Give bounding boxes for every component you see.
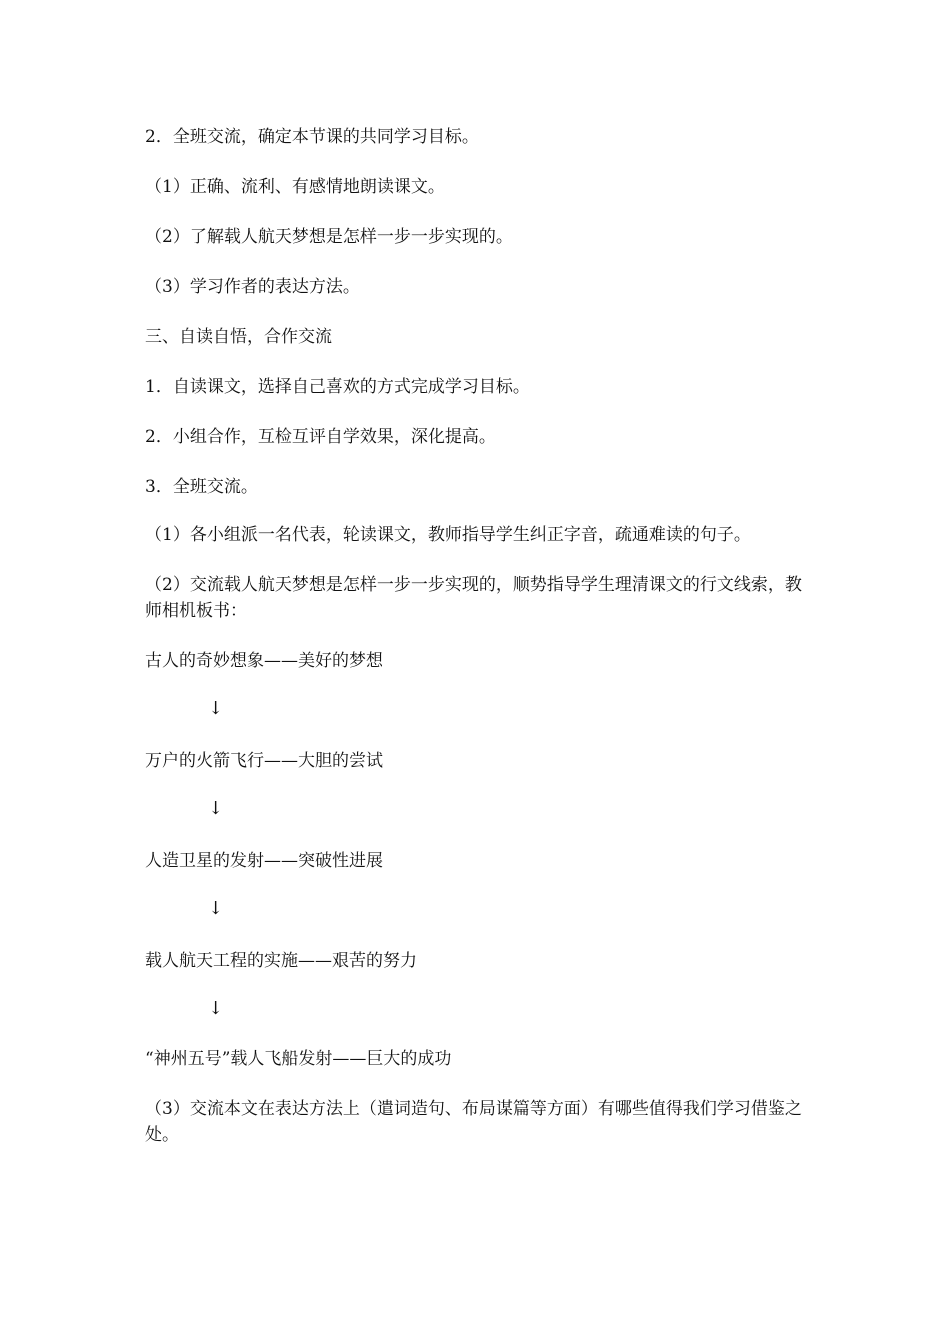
sub-item-2: （2）交流载人航天梦想是怎样一步一步实现的，顺势指导学生理清课文的行文线索，教师相机板书： <box>145 575 802 621</box>
goal-1: （1）正确、流利、有感情地朗读课文。 <box>145 177 445 197</box>
closing-paragraph: （3）交流本文在表达方法上（遣词造句、布局谋篇等方面）有哪些值得我们学习借鉴之处。 <box>145 1099 802 1145</box>
goal-2: （2）了解载人航天梦想是怎样一步一步实现的。 <box>145 227 513 247</box>
flow-item-5: “神州五号”载人飞船发射——巨大的成功 <box>145 1049 452 1069</box>
flow-item-2: 万户的火箭飞行——大胆的尝试 <box>145 751 383 771</box>
step-1: 1．自读课文，选择自己喜欢的方式完成学习目标。 <box>145 377 530 397</box>
step-2: 2．小组合作，互检互评自学效果，深化提高。 <box>145 427 496 447</box>
section-3-heading: 三、自读自悟，合作交流 <box>145 327 332 347</box>
down-arrow-icon: ↓ <box>208 698 224 719</box>
flow-item-1: 古人的奇妙想象——美好的梦想 <box>145 651 383 671</box>
goal-3: （3）学习作者的表达方法。 <box>145 277 360 297</box>
sub-item-1: （1）各小组派一名代表，轮读课文，教师指导学生纠正字音，疏通难读的句子。 <box>145 525 751 545</box>
down-arrow-icon: ↓ <box>208 798 224 819</box>
flow-item-3: 人造卫星的发射——突破性进展 <box>145 851 383 871</box>
section-2-heading: 2．全班交流，确定本节课的共同学习目标。 <box>145 127 479 147</box>
down-arrow-icon: ↓ <box>208 898 224 919</box>
step-3: 3．全班交流。 <box>145 477 258 497</box>
down-arrow-icon: ↓ <box>208 998 224 1019</box>
flow-item-4: 载人航天工程的实施——艰苦的努力 <box>145 951 417 971</box>
